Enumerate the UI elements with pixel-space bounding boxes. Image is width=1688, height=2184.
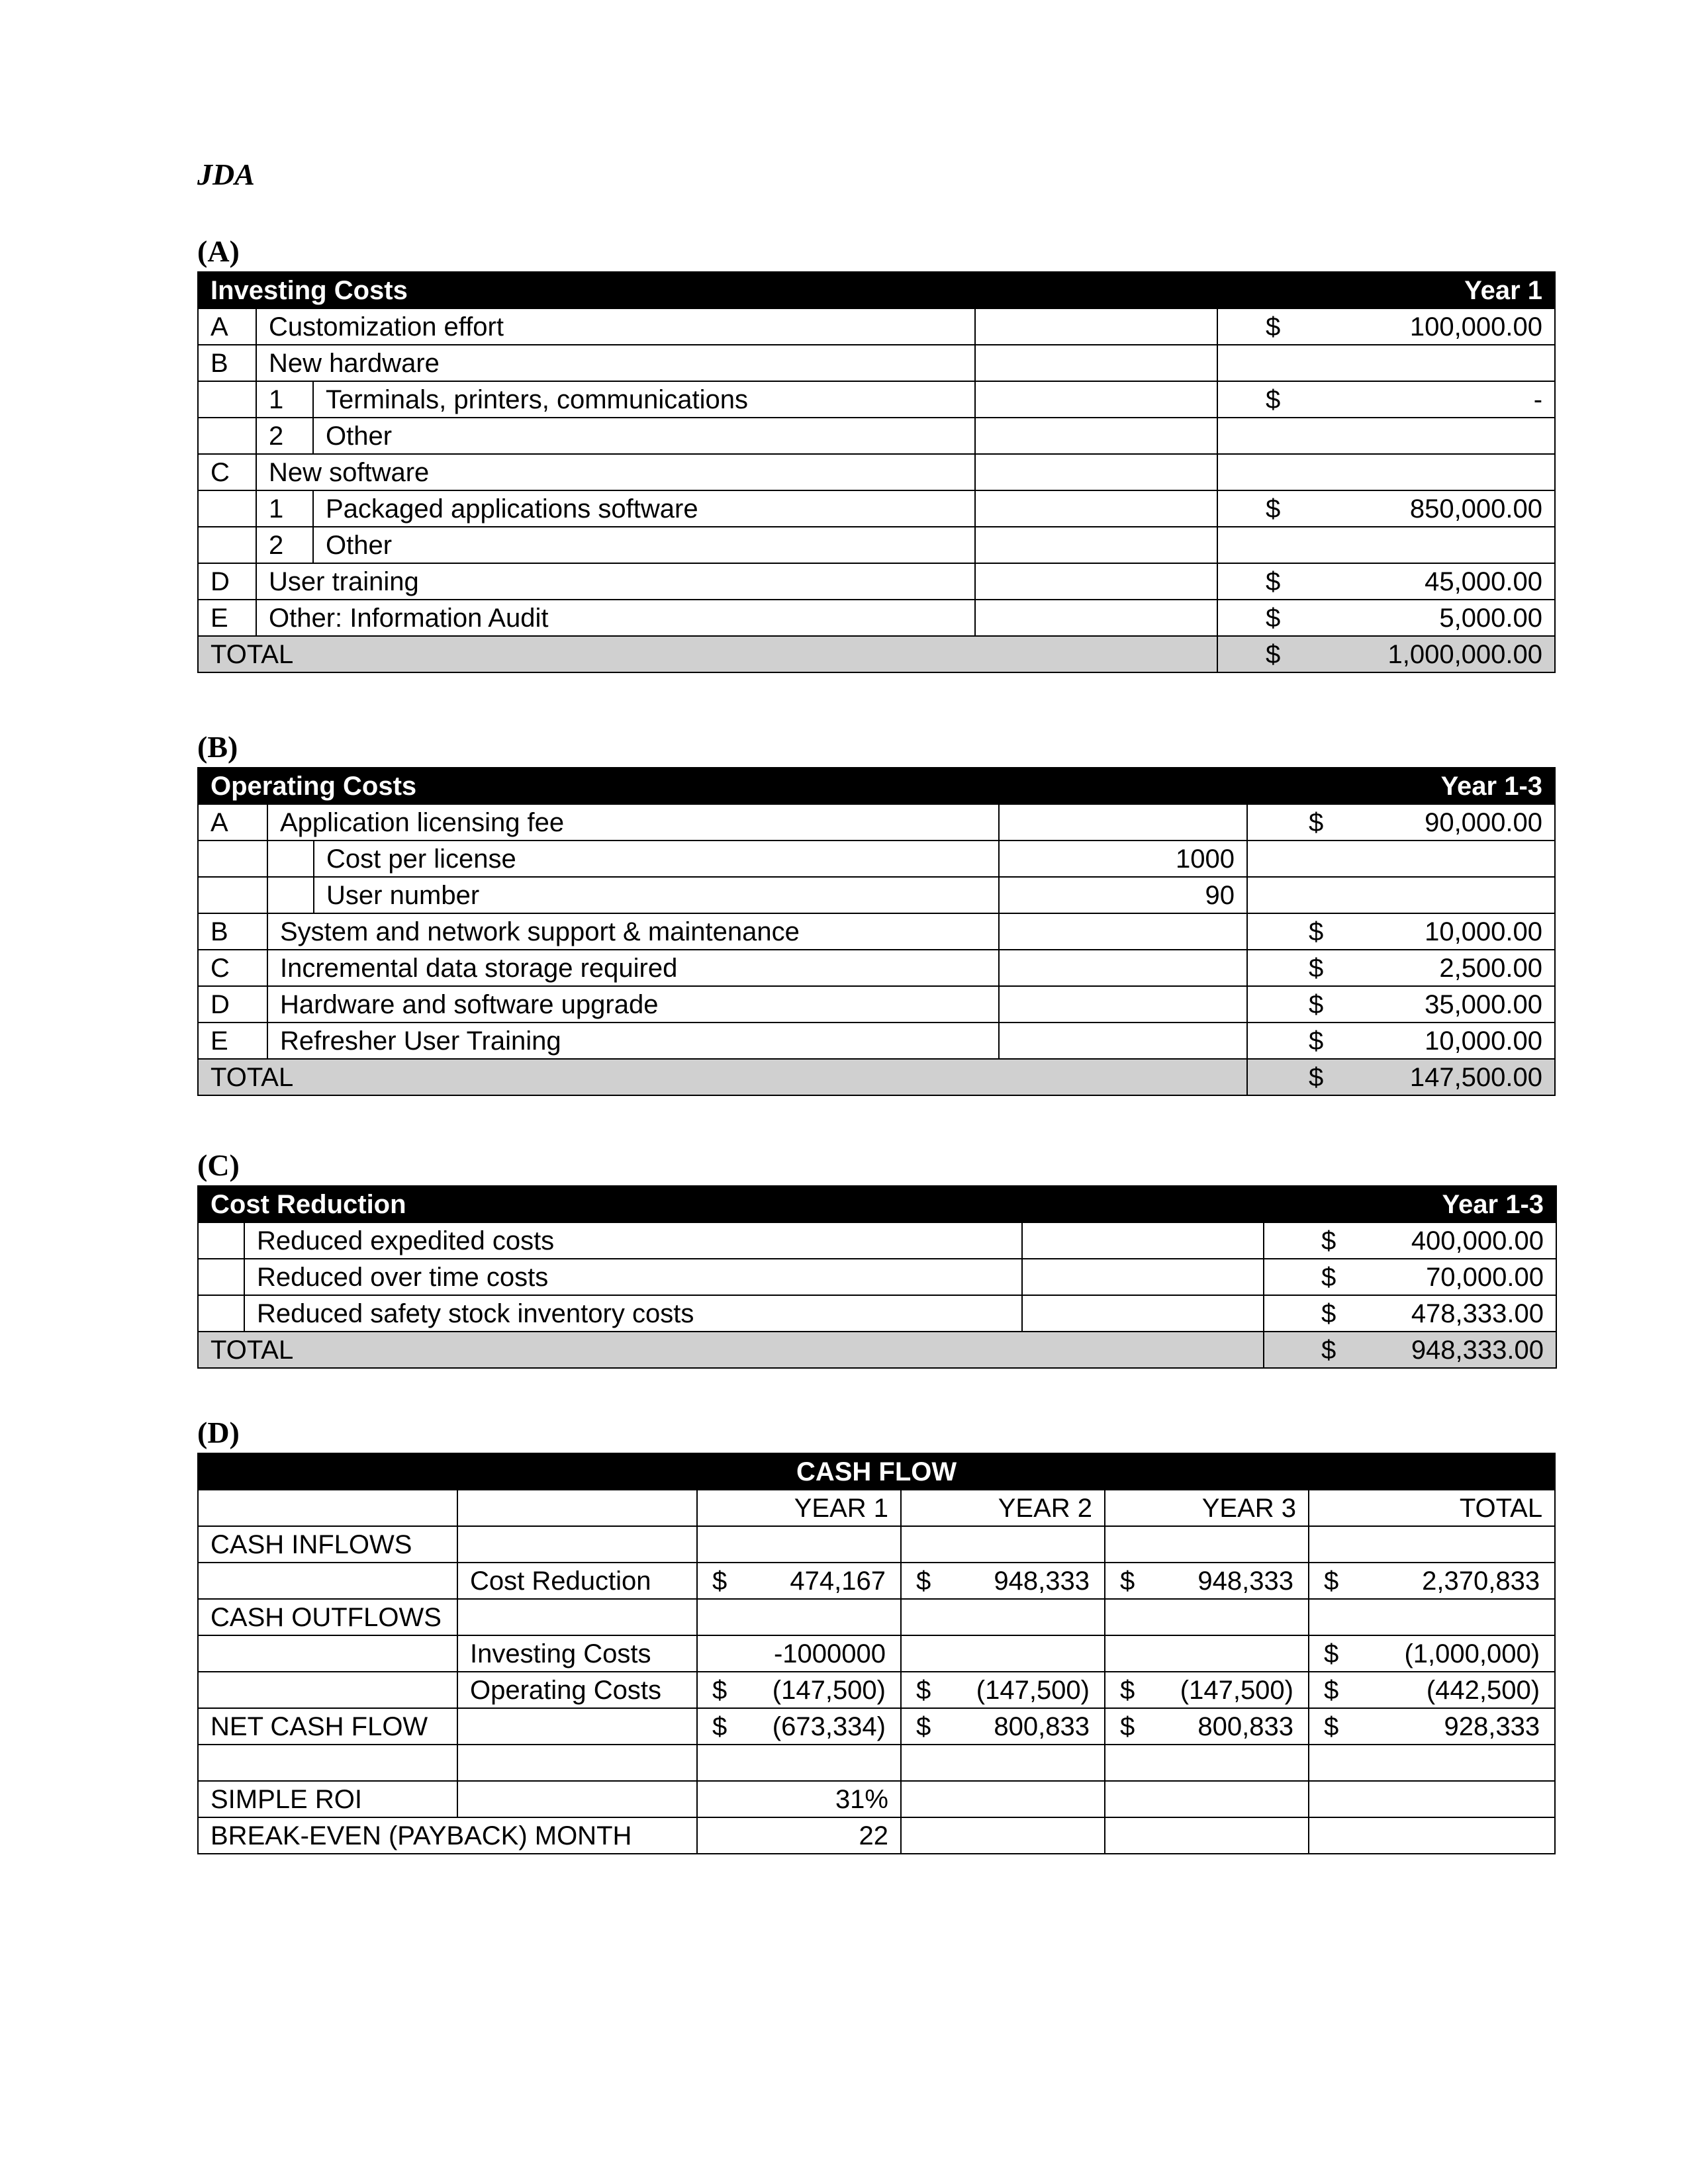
table-row — [198, 1563, 1555, 1599]
amount-cell — [1264, 1259, 1556, 1295]
empty-cell — [1105, 1526, 1309, 1563]
break-even-value: 22 — [697, 1817, 901, 1854]
header-spacer — [1022, 1186, 1264, 1222]
header-spacer — [999, 768, 1247, 804]
amount-value: 35,000.00 — [1425, 989, 1543, 1019]
empty-cell — [1105, 1781, 1309, 1817]
row-code: A — [198, 308, 256, 345]
amount-value: (1,000,000) — [1404, 1639, 1540, 1668]
amount-cell — [1217, 308, 1555, 345]
column-header-row — [198, 1490, 1555, 1526]
table-title: Operating Costs — [198, 768, 999, 804]
amount-cell — [1247, 986, 1555, 1023]
amount-value: 800,833 — [1197, 1711, 1293, 1741]
amount-cell — [1105, 1708, 1309, 1745]
table-row — [198, 345, 1555, 381]
currency-symbol: $ — [712, 1711, 727, 1741]
row-code: C — [198, 950, 267, 986]
table-row — [198, 454, 1555, 490]
amount-value: (147,500) — [772, 1675, 886, 1705]
amount-value: 10,000.00 — [1425, 917, 1543, 946]
column-header: YEAR 2 — [901, 1490, 1105, 1526]
total-value: 147,500.00 — [1409, 1062, 1543, 1092]
row-item: Reduced safety stock inventory costs — [244, 1295, 1022, 1332]
table-row — [198, 1781, 1555, 1817]
currency-symbol: $ — [1309, 989, 1324, 1019]
table-row — [198, 1745, 1555, 1781]
table-row — [198, 1672, 1555, 1708]
amount-value: 478,333.00 — [1411, 1298, 1544, 1328]
empty-cell — [975, 490, 1217, 527]
empty-cell — [1217, 527, 1555, 563]
total-value: 948,333.00 — [1411, 1335, 1544, 1365]
row-label: Operating Costs — [457, 1672, 697, 1708]
empty-cell — [198, 490, 256, 527]
empty-cell — [975, 308, 1217, 345]
total-label: TOTAL — [198, 636, 1217, 672]
row-code: A — [198, 804, 267, 841]
empty-cell — [198, 1745, 457, 1781]
amount-value: 800,833 — [994, 1711, 1090, 1741]
section-d-label: (D) — [197, 1416, 240, 1449]
amount-value: 10,000.00 — [1425, 1026, 1543, 1056]
row-code: D — [198, 563, 256, 600]
empty-cell — [198, 1295, 244, 1332]
empty-cell — [198, 418, 256, 454]
row-item: Hardware and software upgrade — [267, 986, 999, 1023]
roi-value: 31% — [697, 1781, 901, 1817]
row-item: Incremental data storage required — [267, 950, 999, 986]
currency-symbol: $ — [712, 1675, 727, 1705]
empty-cell — [975, 454, 1217, 490]
amount-value: 100,000.00 — [1409, 312, 1543, 341]
amount-cell — [1247, 913, 1555, 950]
row-code: B — [198, 345, 256, 381]
row-item: Other — [313, 418, 975, 454]
empty-cell — [457, 1599, 697, 1635]
currency-symbol: $ — [1321, 1298, 1336, 1328]
empty-cell — [1309, 1817, 1555, 1854]
amount-value: (442,500) — [1426, 1675, 1540, 1705]
column-header: Year 1-3 — [1247, 768, 1555, 804]
empty-cell — [1247, 841, 1555, 877]
table-title: Cost Reduction — [198, 1186, 1022, 1222]
amount-value: -1000000 — [773, 1639, 886, 1668]
empty-cell — [457, 1745, 697, 1781]
row-item: Other: Information Audit — [256, 600, 975, 636]
row-item: Reduced expedited costs — [244, 1222, 1022, 1259]
column-header: Year 1 — [1217, 272, 1555, 308]
empty-cell — [1217, 454, 1555, 490]
empty-cell — [1309, 1745, 1555, 1781]
amount-cell — [1105, 1563, 1309, 1599]
column-header: YEAR 3 — [1105, 1490, 1309, 1526]
empty-cell — [999, 950, 1247, 986]
currency-symbol: $ — [1266, 312, 1281, 341]
empty-cell — [198, 381, 256, 418]
amount-cell — [697, 1635, 901, 1672]
row-item: New hardware — [256, 345, 975, 381]
currency-symbol: $ — [1266, 567, 1281, 596]
empty-cell — [697, 1745, 901, 1781]
row-code: D — [198, 986, 267, 1023]
row-item: Application licensing fee — [267, 804, 999, 841]
quantity-cell — [999, 804, 1247, 841]
row-label: Investing Costs — [457, 1635, 697, 1672]
table-row — [198, 1599, 1555, 1635]
amount-value: 70,000.00 — [1426, 1262, 1544, 1292]
amount-cell — [1264, 1295, 1556, 1332]
row-item: Packaged applications software — [313, 490, 975, 527]
table-header-row — [198, 1453, 1555, 1490]
amount-value: 928,333 — [1444, 1711, 1540, 1741]
document-title: JDA — [197, 158, 255, 191]
amount-cell — [1105, 1635, 1309, 1672]
row-code: C — [198, 454, 256, 490]
amount-cell — [901, 1672, 1105, 1708]
empty-cell — [1105, 1599, 1309, 1635]
table-row — [198, 986, 1555, 1023]
table-header-row — [198, 272, 1555, 308]
amount-value: 948,333 — [1197, 1566, 1293, 1596]
empty-cell — [267, 841, 314, 877]
table-row — [198, 563, 1555, 600]
total-row — [198, 636, 1555, 672]
empty-cell — [1309, 1781, 1555, 1817]
empty-cell — [697, 1526, 901, 1563]
amount-value: 474,167 — [790, 1566, 886, 1596]
amount-cell — [901, 1563, 1105, 1599]
empty-cell — [457, 1526, 697, 1563]
empty-cell — [1247, 877, 1555, 913]
investing-costs-table — [197, 271, 1556, 673]
row-label: NET CASH FLOW — [198, 1708, 457, 1745]
table-row — [198, 1222, 1556, 1259]
empty-cell — [1309, 1599, 1555, 1635]
currency-symbol: $ — [1266, 385, 1281, 414]
table-title: Investing Costs — [198, 272, 975, 308]
empty-cell — [1105, 1745, 1309, 1781]
row-item: Customization effort — [256, 308, 975, 345]
amount-value: 400,000.00 — [1411, 1226, 1544, 1255]
column-header: YEAR 1 — [697, 1490, 901, 1526]
amount-cell — [1309, 1635, 1555, 1672]
row-label: BREAK-EVEN (PAYBACK) MONTH — [198, 1817, 697, 1854]
table-row — [198, 381, 1555, 418]
row-label: CASH INFLOWS — [198, 1526, 457, 1563]
table-row — [198, 418, 1555, 454]
empty-cell — [999, 913, 1247, 950]
total-amount-cell — [1217, 636, 1555, 672]
empty-cell — [198, 1222, 244, 1259]
row-subcode: 1 — [256, 381, 313, 418]
amount-value: 45,000.00 — [1425, 567, 1543, 596]
currency-symbol: $ — [916, 1566, 931, 1596]
amount-value: (147,500) — [976, 1675, 1090, 1705]
row-item: Refresher User Training — [267, 1023, 999, 1059]
total-row — [198, 1059, 1555, 1095]
amount-cell — [901, 1635, 1105, 1672]
table-row — [198, 841, 1555, 877]
row-code: B — [198, 913, 267, 950]
amount-cell — [1247, 1023, 1555, 1059]
row-label: Cost Reduction — [457, 1563, 697, 1599]
operating-costs-table — [197, 767, 1556, 1096]
amount-value: 5,000.00 — [1439, 603, 1543, 633]
amount-cell — [1309, 1708, 1555, 1745]
empty-cell — [267, 877, 314, 913]
section-c-label: (C) — [197, 1148, 240, 1182]
table-row — [198, 804, 1555, 841]
currency-symbol: $ — [1266, 494, 1281, 523]
amount-value: 2,500.00 — [1439, 953, 1543, 983]
table-title: CASH FLOW — [198, 1453, 1555, 1490]
amount-cell — [901, 1708, 1105, 1745]
table-row — [198, 308, 1555, 345]
empty-cell — [198, 877, 267, 913]
empty-cell — [901, 1599, 1105, 1635]
row-item: Other — [313, 527, 975, 563]
row-item: New software — [256, 454, 975, 490]
amount-cell — [1217, 600, 1555, 636]
header-spacer — [975, 272, 1217, 308]
table-row — [198, 950, 1555, 986]
row-subcode: 1 — [256, 490, 313, 527]
table-row — [198, 1259, 1556, 1295]
table-row — [198, 1817, 1555, 1854]
amount-value: 948,333 — [994, 1566, 1090, 1596]
empty-cell — [198, 1490, 457, 1526]
row-item: User number — [314, 877, 999, 913]
currency-symbol: $ — [1309, 1062, 1324, 1092]
empty-cell — [1217, 418, 1555, 454]
column-header: TOTAL — [1309, 1490, 1555, 1526]
row-code: E — [198, 1023, 267, 1059]
empty-cell — [901, 1745, 1105, 1781]
amount-cell — [1217, 490, 1555, 527]
amount-cell — [1264, 1222, 1556, 1259]
amount-cell — [697, 1672, 901, 1708]
currency-symbol: $ — [1120, 1711, 1135, 1741]
row-subcode: 2 — [256, 527, 313, 563]
currency-symbol: $ — [1309, 917, 1324, 946]
empty-cell — [975, 345, 1217, 381]
table-row — [198, 600, 1555, 636]
table-row — [198, 1023, 1555, 1059]
empty-cell — [901, 1781, 1105, 1817]
empty-cell — [1022, 1259, 1264, 1295]
empty-cell — [901, 1526, 1105, 1563]
currency-symbol: $ — [1324, 1566, 1339, 1596]
empty-cell — [457, 1708, 697, 1745]
empty-cell — [198, 1563, 457, 1599]
table-row — [198, 1526, 1555, 1563]
empty-cell — [1309, 1526, 1555, 1563]
cash-flow-table — [197, 1453, 1556, 1854]
empty-cell — [457, 1781, 697, 1817]
empty-cell — [999, 1023, 1247, 1059]
amount-cell — [1309, 1672, 1555, 1708]
currency-symbol: $ — [1321, 1262, 1336, 1292]
empty-cell — [198, 1259, 244, 1295]
currency-symbol: $ — [712, 1566, 727, 1596]
empty-cell — [975, 563, 1217, 600]
amount-cell — [697, 1708, 901, 1745]
section-b-label: (B) — [197, 730, 238, 764]
currency-symbol: $ — [1266, 639, 1281, 669]
currency-symbol: $ — [1324, 1639, 1339, 1668]
empty-cell — [457, 1490, 697, 1526]
empty-cell — [999, 986, 1247, 1023]
amount-cell — [697, 1563, 901, 1599]
empty-cell — [1105, 1817, 1309, 1854]
empty-cell — [198, 841, 267, 877]
amount-cell — [1217, 563, 1555, 600]
row-item: Reduced over time costs — [244, 1259, 1022, 1295]
total-row — [198, 1332, 1556, 1368]
amount-cell — [1247, 804, 1555, 841]
currency-symbol: $ — [1324, 1675, 1339, 1705]
currency-symbol: $ — [1266, 603, 1281, 633]
empty-cell — [198, 1672, 457, 1708]
total-label: TOTAL — [198, 1332, 1264, 1368]
column-header: Year 1-3 — [1264, 1186, 1556, 1222]
amount-value: - — [1533, 385, 1543, 414]
amount-value: 90,000.00 — [1425, 807, 1543, 837]
row-item: System and network support & maintenance — [267, 913, 999, 950]
quantity-cell: 90 — [999, 877, 1247, 913]
table-header-row — [198, 1186, 1556, 1222]
empty-cell — [975, 600, 1217, 636]
cost-reduction-table — [197, 1185, 1557, 1369]
row-item: User training — [256, 563, 975, 600]
empty-cell — [901, 1817, 1105, 1854]
empty-cell — [198, 527, 256, 563]
empty-cell — [1217, 345, 1555, 381]
table-row — [198, 527, 1555, 563]
amount-value: (147,500) — [1180, 1675, 1293, 1705]
table-row — [198, 913, 1555, 950]
empty-cell — [975, 381, 1217, 418]
empty-cell — [697, 1599, 901, 1635]
currency-symbol: $ — [1309, 953, 1324, 983]
row-subcode: 2 — [256, 418, 313, 454]
amount-cell — [1309, 1563, 1555, 1599]
empty-cell — [1022, 1295, 1264, 1332]
currency-symbol: $ — [1321, 1226, 1336, 1255]
currency-symbol: $ — [1309, 807, 1324, 837]
amount-value: 2,370,833 — [1422, 1566, 1540, 1596]
total-value: 1,000,000.00 — [1387, 639, 1543, 669]
empty-cell — [975, 527, 1217, 563]
table-row — [198, 877, 1555, 913]
currency-symbol: $ — [1324, 1711, 1339, 1741]
row-code: E — [198, 600, 256, 636]
table-row — [198, 1635, 1555, 1672]
currency-symbol: $ — [1321, 1335, 1336, 1365]
quantity-cell: 1000 — [999, 841, 1247, 877]
table-row — [198, 1295, 1556, 1332]
table-row — [198, 490, 1555, 527]
currency-symbol: $ — [1120, 1675, 1135, 1705]
amount-value: (673,334) — [772, 1711, 886, 1741]
currency-symbol: $ — [1120, 1566, 1135, 1596]
amount-value: 850,000.00 — [1409, 494, 1543, 523]
row-item: Cost per license — [314, 841, 999, 877]
currency-symbol: $ — [1309, 1026, 1324, 1056]
amount-cell — [1217, 381, 1555, 418]
empty-cell — [198, 1635, 457, 1672]
currency-symbol: $ — [916, 1711, 931, 1741]
total-amount-cell — [1264, 1332, 1556, 1368]
amount-cell — [1105, 1672, 1309, 1708]
total-label: TOTAL — [198, 1059, 1247, 1095]
section-a-label: (A) — [197, 234, 240, 268]
row-label: SIMPLE ROI — [198, 1781, 457, 1817]
row-item: Terminals, printers, communications — [313, 381, 975, 418]
table-header-row — [198, 768, 1555, 804]
currency-symbol: $ — [916, 1675, 931, 1705]
amount-cell — [1247, 950, 1555, 986]
empty-cell — [1022, 1222, 1264, 1259]
row-label: CASH OUTFLOWS — [198, 1599, 457, 1635]
total-amount-cell — [1247, 1059, 1555, 1095]
empty-cell — [975, 418, 1217, 454]
table-row — [198, 1708, 1555, 1745]
